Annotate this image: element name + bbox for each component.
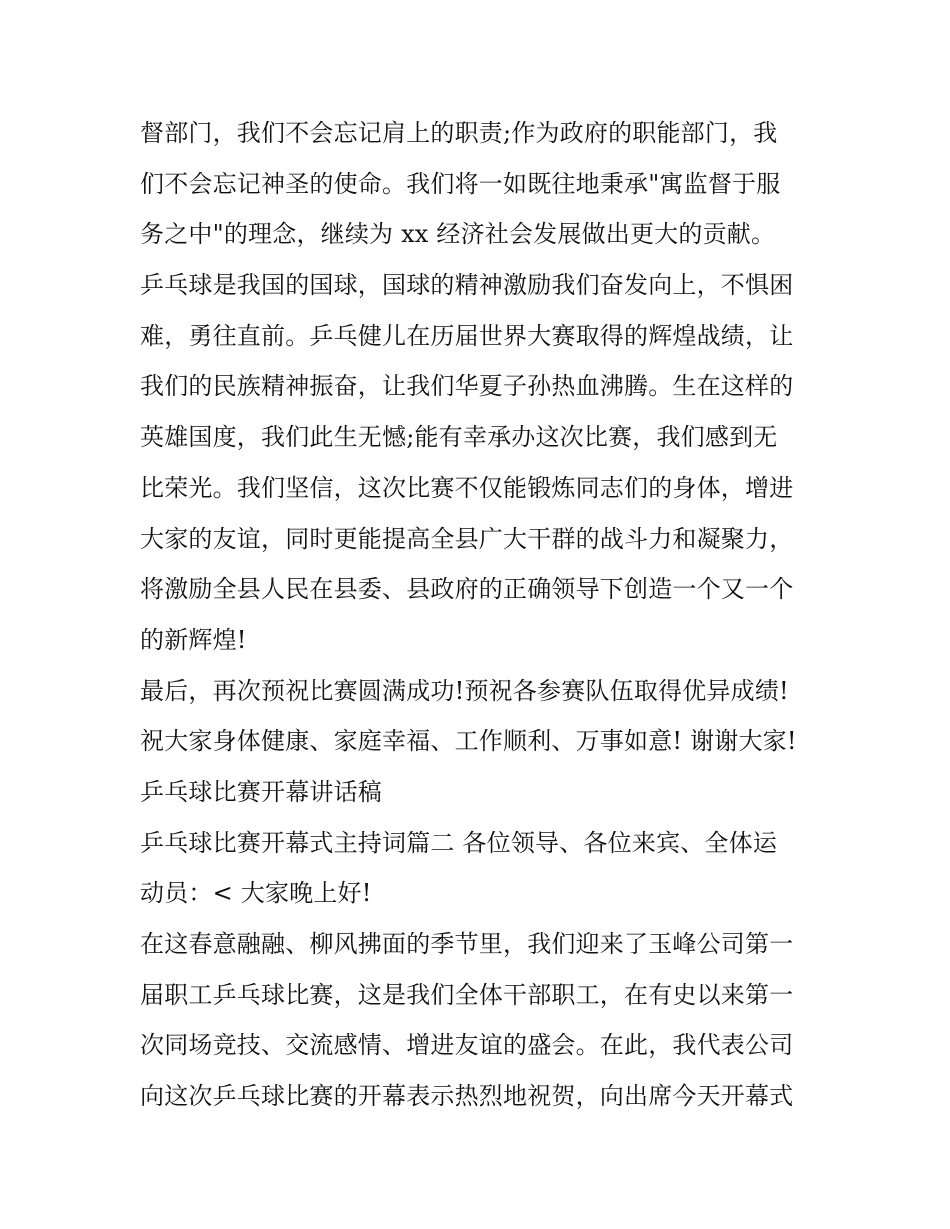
section-heading: 乒乓球比赛开幕讲话稿 <box>140 777 382 806</box>
text-line: 们不会忘记神圣的使命。我们将一如既往地秉承"寓监督于服 <box>140 169 781 198</box>
text-line: 比荣光。我们坚信，这次比赛不仅能锻炼同志们的身体，增进 <box>140 473 794 502</box>
text-line: 督部门，我们不会忘记肩上的职责;作为政府的职能部门，我 <box>140 119 778 147</box>
text-line: 在这春意融融、柳风拂面的季节里，我们迎来了玉峰公司第一 <box>140 930 794 958</box>
text-line: 我们的民族精神振奋，让我们华夏子孙热血沸腾。生在这样的 <box>140 372 794 401</box>
text-line: 的新辉煌! <box>140 625 247 654</box>
document-body <box>140 108 820 1122</box>
text-line: 乒乓球比赛开幕式主持词篇二 各位领导、各位来宾、全体运 <box>140 828 778 857</box>
text-line: 将激励全县人民在县委、县政府的正确领导下创造一个又一个 <box>140 575 794 604</box>
text-line: 向这次乒乓球比赛的开幕表示热烈地祝贺，向出席今天开幕式 <box>140 1082 794 1111</box>
text-line: 英雄国度，我们此生无憾;能有幸承办这次比赛，我们感到无 <box>140 423 778 452</box>
text-line: 届职工乒乓球比赛，这是我们全体干部职工，在有史以来第一 <box>140 980 794 1009</box>
text-line: 务之中"的理念，继续为 xx 经济社会发展做出更大的贡献。 <box>140 220 776 249</box>
text-line: 大家的友谊，同时更能提高全县广大干群的战斗力和凝聚力， <box>140 524 794 553</box>
text-line: 最后，再次预祝比赛圆满成功!预祝各参赛队伍取得优异成绩! <box>140 676 789 705</box>
text-line: 难，勇往直前。乒乓健儿在历届世界大赛取得的辉煌战绩，让 <box>140 321 794 350</box>
text-line: 乒乓球是我国的国球，国球的精神激励我们奋发向上，不惧困 <box>140 271 794 300</box>
text-line: 祝大家身体健康、家庭幸福、工作顺利、万事如意! 谢谢大家! <box>140 727 797 756</box>
text-line: 动员：< 大家晚上好! <box>140 879 372 908</box>
text-line: 次同场竞技、交流感情、增进友谊的盛会。在此，我代表公司 <box>140 1031 794 1060</box>
